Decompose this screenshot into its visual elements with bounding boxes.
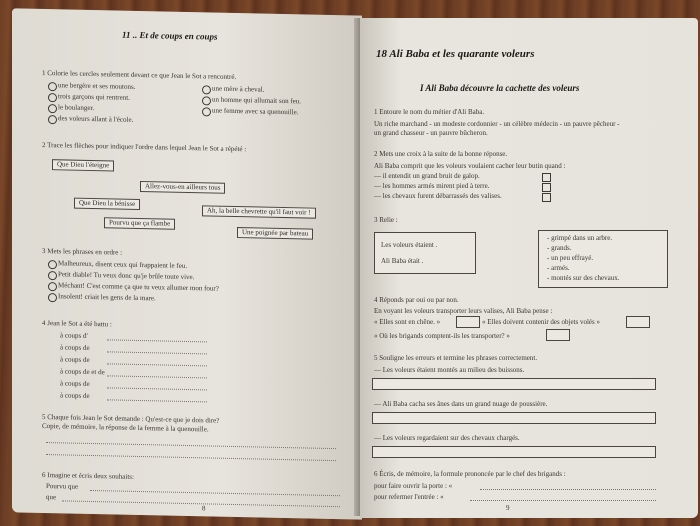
- answer-line[interactable]: [107, 399, 207, 402]
- question-4: 4 Jean le Sot a été battu :: [42, 318, 112, 329]
- fill-row: à coups de: [60, 379, 90, 388]
- match-right-item[interactable]: - montés sur des chevaux.: [547, 274, 620, 282]
- section-title: I Ali Baba découvre la cachette des voleurs: [420, 83, 580, 93]
- correction-field[interactable]: [372, 412, 656, 424]
- fill-row: à coups de: [60, 391, 90, 400]
- answer-circle[interactable]: [48, 93, 57, 102]
- open-workbook: [8, 8, 698, 520]
- option-text: — il entendit un grand bruit de galop.: [374, 172, 480, 180]
- phrase-box[interactable]: Une poignée par bateau: [237, 227, 313, 240]
- fill-row: à coups de: [60, 343, 90, 352]
- question-5-instruction: Copie, de mémoire, la réponse de la femme à la quenouille.: [42, 421, 209, 434]
- page-number: 9: [506, 504, 510, 512]
- sentence: — Ali Baba cacha ses ânes dans un grand nuage de poussière.: [374, 400, 548, 408]
- answer-text: le boulanger.: [58, 103, 95, 113]
- statement: « Où les brigands comptent-ils les transporter? »: [374, 332, 510, 340]
- option-text: — les chevaux furent débarrassés des valises.: [374, 192, 502, 200]
- answer-circle[interactable]: [48, 115, 57, 124]
- answer-line[interactable]: [46, 442, 336, 449]
- answer-circle[interactable]: [202, 85, 211, 94]
- sentence: — Les voleurs étaient montés au milieu des buissons.: [374, 366, 525, 374]
- phrase-text: Méchant! C'est comme ça que tu veux allumer mon four?: [58, 281, 219, 293]
- option-text: — les hommes armés mirent pied à terre.: [374, 182, 490, 190]
- answer-line[interactable]: [107, 375, 207, 378]
- question-6: 6 Imagine et écris deux souhaits:: [42, 470, 134, 481]
- yes-no-field[interactable]: [546, 329, 570, 341]
- answer-line[interactable]: [107, 351, 207, 354]
- question-5: 5 Chaque fois Jean le Sot demande : Qu'est-ce que je dois dire?: [42, 412, 220, 425]
- question-3: 3 Mets les phrases en ordre :: [42, 246, 123, 257]
- page-number: 8: [202, 504, 206, 513]
- match-left-item[interactable]: Les voleurs étaient .: [381, 241, 438, 249]
- answer-circle[interactable]: [202, 96, 211, 105]
- match-left-box: [374, 232, 476, 274]
- yes-no-field[interactable]: [626, 316, 650, 328]
- question-1: 1 Entoure le nom du métier d'Ali Baba.: [374, 108, 485, 116]
- answer-line[interactable]: [107, 387, 207, 390]
- phrase-box[interactable]: Que Dieu l'éteigne: [52, 159, 114, 171]
- match-left-item[interactable]: Ali Baba était .: [381, 257, 424, 265]
- formula-prompt: pour faire ouvrir la porte : «: [374, 482, 453, 490]
- phrase-box[interactable]: Ah, la belle chevrette qu'il faut voir !: [202, 205, 316, 218]
- order-circle[interactable]: [48, 260, 57, 269]
- right-page: [360, 18, 698, 518]
- answer-circle[interactable]: [48, 82, 57, 91]
- match-right-item[interactable]: - grands.: [547, 244, 572, 252]
- answer-text: des voleurs allant à l'école.: [58, 114, 134, 124]
- question-5: 5 Souligne les erreurs et termine les phrases correctement.: [374, 354, 538, 362]
- phrase-box[interactable]: Que Dieu la bénisse: [74, 198, 140, 210]
- fill-row: à coups de: [60, 355, 90, 364]
- phrase-box[interactable]: Pourvu que ça flambe: [104, 217, 175, 229]
- match-right-item[interactable]: - armés.: [547, 264, 570, 272]
- answer-line[interactable]: [480, 489, 656, 490]
- fill-row: à coups de et de: [60, 367, 105, 377]
- job-list: un grand chasseur - un pauvre bûcheron.: [374, 129, 488, 137]
- yes-no-field[interactable]: [456, 316, 480, 328]
- correction-field[interactable]: [372, 378, 656, 390]
- phrase-text: Malheureux, disent ceux qui frappaient le feu.: [58, 259, 188, 271]
- match-right-box: [538, 230, 668, 288]
- order-circle[interactable]: [48, 271, 57, 280]
- answer-line[interactable]: [107, 339, 207, 342]
- answer-line[interactable]: [62, 500, 340, 507]
- sentence: — Les voleurs regardaient sur des chevaux chargés.: [374, 434, 520, 442]
- question-4: 4 Réponds par oui ou par non.: [374, 296, 459, 304]
- question-6: 6 Écris, de mémoire, la formule prononcée par le chef des brigands :: [374, 470, 566, 478]
- statement: « Elles sont en chêne. »: [374, 318, 441, 326]
- right-page-title: 18 Ali Baba et les quarante voleurs: [376, 48, 535, 60]
- wish-prompt: que: [46, 493, 57, 502]
- answer-text: une femme avec sa quenouille.: [212, 106, 299, 117]
- answer-line[interactable]: [107, 363, 207, 366]
- phrase-text: Petit diable! Tu veux donc qu'je brûle toute vive.: [58, 270, 195, 282]
- question-3: 3 Relie :: [374, 216, 398, 224]
- checkbox[interactable]: [542, 193, 551, 202]
- match-right-item[interactable]: - un peu effrayé.: [547, 254, 594, 262]
- question-4-intro: En voyant les voleurs transporter leurs valises, Ali Baba pense :: [374, 307, 553, 315]
- job-list: Un riche marchand - un modeste cordonnier - un célèbre médecin - un pauvre pêcheur -: [374, 120, 620, 128]
- fill-row: à coups d': [60, 331, 88, 340]
- phrase-box[interactable]: Allez-vous-en ailleurs tous: [140, 181, 225, 194]
- checkbox[interactable]: [542, 183, 551, 192]
- phrase-text: Insolent! criait les gens de la mare.: [58, 292, 156, 303]
- wish-prompt: Pourvu que: [46, 482, 79, 491]
- question-1: 1 Colorie les cercles seulement devant ce que Jean le Sot a rencontré.: [42, 68, 237, 82]
- left-page: [12, 8, 362, 519]
- answer-text: une mère à cheval.: [212, 84, 265, 94]
- answer-text: une bergère et ses moutons.: [58, 81, 136, 91]
- match-right-item[interactable]: - grimpé dans un arbre.: [547, 234, 613, 242]
- answer-circle[interactable]: [48, 104, 57, 113]
- checkbox[interactable]: [542, 173, 551, 182]
- answer-line[interactable]: [90, 490, 340, 496]
- answer-line[interactable]: [470, 500, 656, 501]
- question-2: 2 Mets une croix à la suite de la bonne réponse.: [374, 150, 508, 158]
- formula-prompt: pour refermer l'entrée : «: [374, 493, 444, 501]
- question-2: 2 Trace les flèches pour indiquer l'ordre dans lequel Jean le Sot a répété :: [42, 140, 247, 154]
- answer-text: trois garçons qui rentrent.: [58, 92, 130, 102]
- answer-line[interactable]: [46, 454, 336, 461]
- question-2-intro: Ali Baba comprit que les voleurs voulaient cacher leur butin quand :: [374, 162, 566, 170]
- left-page-title: 11 .. Et de coups en coups: [122, 29, 218, 42]
- order-circle[interactable]: [48, 282, 57, 291]
- statement: « Elles doivent contenir des objets volés »: [482, 318, 601, 326]
- answer-circle[interactable]: [202, 107, 211, 116]
- answer-text: un homme qui allumait son feu.: [212, 95, 302, 106]
- correction-field[interactable]: [372, 446, 656, 458]
- order-circle[interactable]: [48, 293, 57, 302]
